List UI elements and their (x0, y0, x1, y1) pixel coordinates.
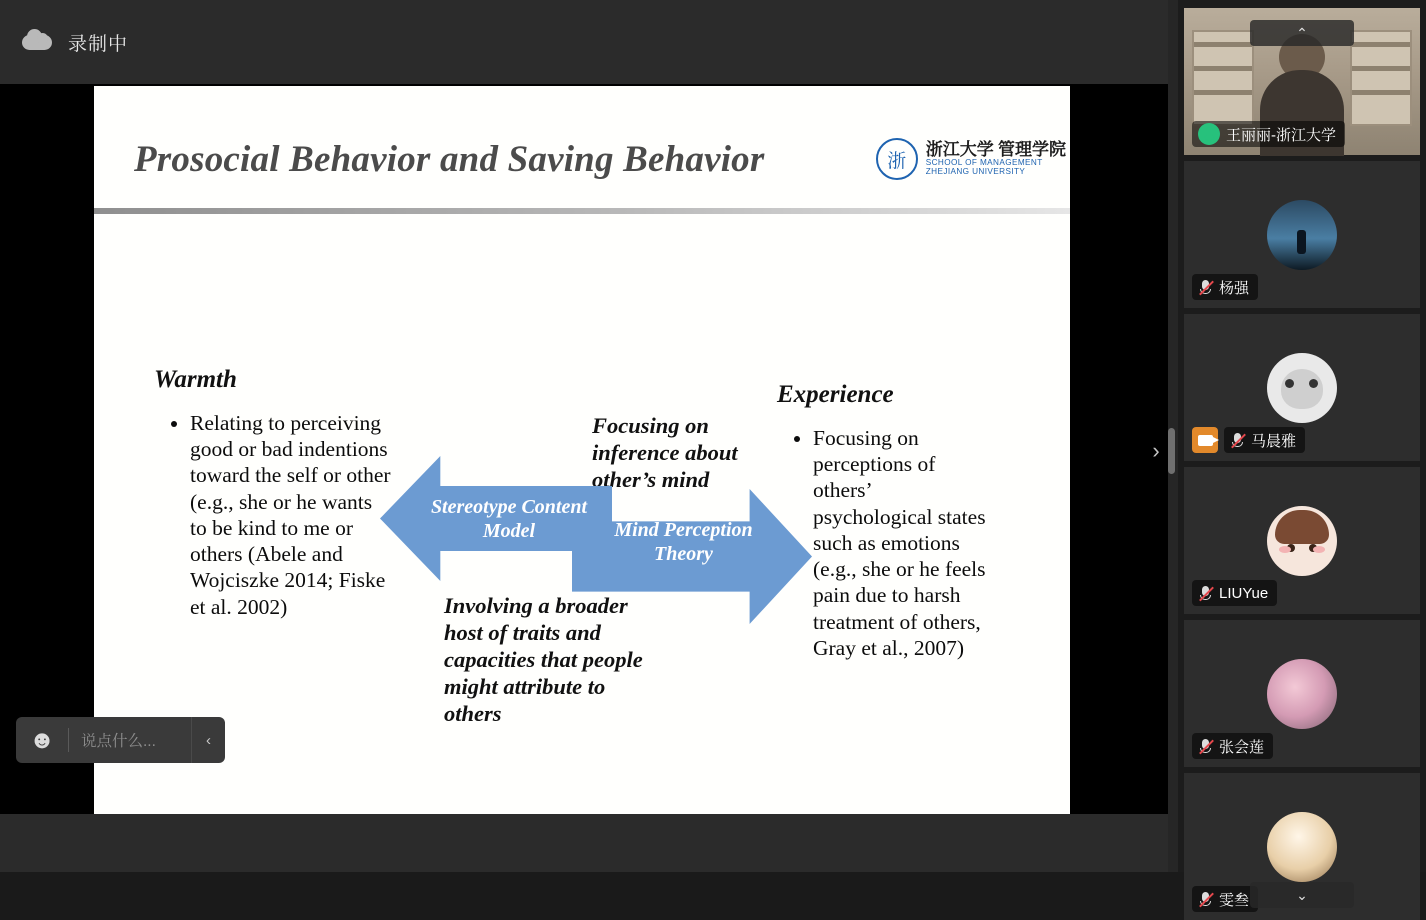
avatar (1267, 353, 1337, 423)
slide-divider (94, 208, 1070, 214)
participant-name: 杨强 (1219, 279, 1250, 297)
avatar (1267, 200, 1337, 270)
participant-name-chip (1192, 274, 1258, 300)
microphone-muted-icon (1198, 279, 1213, 296)
university-logo (876, 138, 1066, 180)
cloud-recording-icon (22, 31, 52, 53)
microphone-muted-icon (1198, 585, 1213, 602)
top-bar (0, 0, 1168, 84)
participant-name-chip (1224, 427, 1305, 453)
presentation-slide (94, 86, 1070, 814)
microphone-muted-icon (1198, 891, 1213, 908)
recording-status-label: 录制中 (68, 33, 129, 55)
arrow-label-mind-perception: Mind Perception Theory (614, 519, 753, 565)
participant-tile[interactable] (1184, 773, 1420, 920)
video-off-badge-icon (1192, 427, 1218, 453)
logo-english-line2: ZHEJIANG UNIVERSITY (925, 166, 1026, 176)
participant-name: LIUYue (1219, 584, 1269, 602)
avatar (1267, 659, 1337, 729)
scroll-up-button[interactable]: ⌃ (1250, 20, 1354, 46)
participant-tile[interactable] (1184, 314, 1420, 461)
warmth-column (154, 366, 394, 620)
chevron-left-icon[interactable]: ‹ (191, 717, 225, 763)
participant-name-chip (1192, 121, 1345, 147)
microphone-muted-icon (1198, 738, 1213, 755)
experience-heading: Experience (777, 381, 894, 408)
participant-tile[interactable] (1184, 620, 1420, 767)
participant-tile[interactable] (1184, 161, 1420, 308)
logo-chinese-name: 浙江大学 管理学院 (925, 140, 1066, 160)
chat-input-bar[interactable] (16, 717, 225, 763)
bottom-toolbar (0, 814, 1168, 872)
participant-name-chip (1192, 580, 1277, 606)
avatar (1267, 506, 1337, 576)
avatar (1267, 812, 1337, 882)
caption-involving-traits: Involving a broader host of traits and capacities that people might attribute to others (444, 593, 643, 726)
shared-screen-stage (0, 84, 1168, 814)
participant-name: 马晨雅 (1251, 432, 1297, 450)
list-item: • Relating to perceiving good or bad indentions toward the self or other (e.g., she or he wants to be kind to me or others (Abele and Wojciszke 2014; Fiske et al. 2002) (190, 410, 394, 620)
list-item: • Focusing on perceptions of others’ psychological states such as emotions (e.g., she or he feels pain due to harsh treatment of others, Gray et al., 2007) (813, 425, 992, 661)
warmth-bullet-list (154, 410, 394, 620)
participant-name: 雯叁 (1219, 891, 1250, 909)
scroll-down-button[interactable]: ⌄ (1250, 882, 1354, 908)
logo-english-line1: SCHOOL OF MANAGEMENT (925, 158, 1043, 168)
logo-mark-icon: 浙 (876, 138, 918, 180)
experience-bullet-list (777, 425, 992, 661)
microphone-muted-icon (1230, 432, 1245, 449)
experience-column (777, 381, 992, 661)
arrow-label-stereotype: Stereotype Content Model (430, 496, 588, 542)
emoji-smiley-icon[interactable]: ☻ (28, 725, 56, 754)
participant-name-chip (1192, 886, 1258, 912)
chat-input-placeholder[interactable]: 说点什么... (81, 733, 156, 750)
participant-tile[interactable] (1184, 8, 1420, 155)
slide-header (94, 86, 1070, 216)
participant-tile[interactable] (1184, 467, 1420, 614)
panel-drag-handle[interactable] (1168, 428, 1175, 474)
participant-name-chip (1192, 733, 1273, 759)
slide-title: Prosocial Behavior and Saving Behavior (134, 139, 765, 180)
microphone-active-icon (1198, 123, 1220, 145)
caption-focusing-on-inference: Focusing on inference about other’s mind (592, 413, 738, 492)
participant-strip (1178, 0, 1426, 909)
participant-name: 王丽丽-浙江大学 (1226, 126, 1336, 144)
warmth-heading: Warmth (154, 366, 237, 393)
participant-name: 张会莲 (1219, 738, 1265, 756)
chevron-right-icon[interactable]: › (1152, 438, 1160, 463)
